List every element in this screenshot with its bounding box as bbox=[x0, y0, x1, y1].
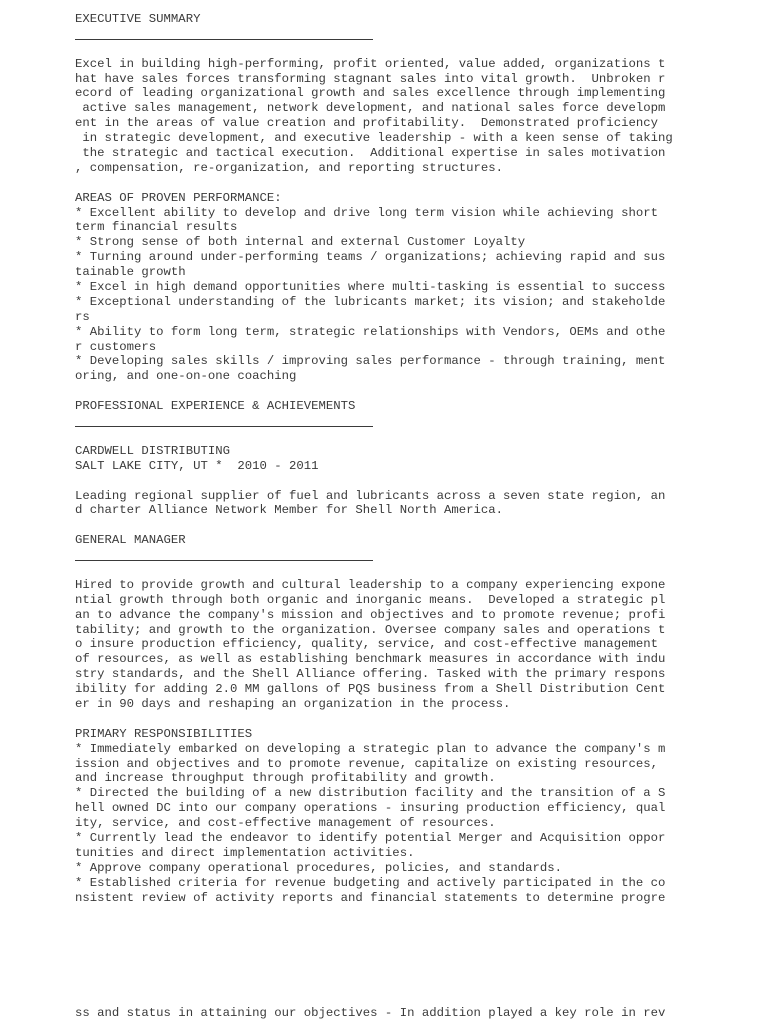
document-line: oring, and one-on-one coaching bbox=[75, 369, 297, 384]
document-line: in strategic development, and executive leadership - with a keen sense of taking bbox=[75, 131, 673, 146]
document-line: Hired to provide growth and cultural leadership to a company experiencing expone bbox=[75, 577, 666, 592]
section-divider bbox=[75, 548, 695, 563]
blank-line bbox=[75, 42, 695, 57]
document-line: EXECUTIVE SUMMARY bbox=[75, 12, 201, 26]
blank-line bbox=[75, 474, 695, 489]
document-line: ntial growth through both organic and inorganic means. Developed a strategic pl bbox=[75, 592, 666, 607]
document-line: rs bbox=[75, 309, 90, 324]
blank-line bbox=[75, 563, 695, 578]
blank-line bbox=[75, 384, 695, 399]
document-line: an to advance the company's mission and objectives and to promote revenue; profi bbox=[75, 607, 666, 622]
document-line: tunities and direct implementation activities. bbox=[75, 845, 415, 860]
document-line: the strategic and tactical execution. Additional expertise in sales motivation bbox=[75, 146, 666, 161]
document-line: active sales management, network development, and national sales force developm bbox=[75, 101, 666, 116]
document-line: * Exceptional understanding of the lubricants market; its vision; and stakeholde bbox=[75, 294, 666, 309]
document-line: * Currently lead the endeavor to identify potential Merger and Acquisition oppor bbox=[75, 830, 666, 845]
document-line: stry standards, and the Shell Alliance offering. Tasked with the primary respons bbox=[75, 667, 666, 682]
document-line: r customers bbox=[75, 339, 157, 354]
document-line: Leading regional supplier of fuel and lubricants across a seven state region, an bbox=[75, 488, 666, 503]
document-line: , compensation, re-organization, and reporting structures. bbox=[75, 160, 504, 175]
document-line: PRIMARY RESPONSIBILITIES bbox=[75, 726, 253, 741]
document-line: of resources, as well as establishing benchmark measures in accordance with indu bbox=[75, 652, 666, 667]
document-line: PROFESSIONAL EXPERIENCE & ACHIEVEMENTS bbox=[75, 399, 356, 414]
document-line: SALT LAKE CITY, UT * 2010 - 2011 bbox=[75, 458, 319, 473]
document-line: * Excel in high demand opportunities where multi-tasking is essential to success bbox=[75, 280, 666, 295]
page-continuation-line: ss and status in attaining our objectives - In addition played a key role in rev bbox=[75, 1006, 666, 1020]
document-line: ity, service, and cost-effective management of resources. bbox=[75, 816, 496, 831]
document-line: tability; and growth to the organization. Oversee company sales and operations t bbox=[75, 622, 666, 637]
document-line: er in 90 days and reshaping an organization in the process. bbox=[75, 696, 511, 711]
document-line: CARDWELL DISTRIBUTING bbox=[75, 443, 230, 458]
section-divider bbox=[75, 27, 695, 42]
document-line: * Approve company operational procedures, policies, and standards. bbox=[75, 860, 563, 875]
document-line: ibility for adding 2.0 MM gallons of PQS business from a Shell Distribution Cent bbox=[75, 682, 666, 697]
document-line: ecord of leading organizational growth and sales excellence through implementing bbox=[75, 86, 666, 101]
blank-line bbox=[75, 518, 695, 533]
document-line: * Strong sense of both internal and external Customer Loyalty bbox=[75, 235, 526, 250]
document-line: nsistent review of activity reports and financial statements to determine progre bbox=[75, 890, 666, 905]
document-line: GENERAL MANAGER bbox=[75, 533, 186, 548]
document-line: tainable growth bbox=[75, 265, 186, 280]
document-line: * Developing sales skills / improving sales performance - through training, ment bbox=[75, 354, 666, 369]
document-line: o insure production efficiency, quality, service, and cost-effective management bbox=[75, 637, 658, 652]
blank-line bbox=[75, 429, 695, 444]
document-line: * Directed the building of a new distribution facility and the transition of a S bbox=[75, 786, 666, 801]
document-line: ission and objectives and to promote revenue, capitalize on existing resources, bbox=[75, 756, 658, 771]
section-divider bbox=[75, 414, 695, 429]
document-line: * Immediately embarked on developing a strategic plan to advance the company's m bbox=[75, 741, 666, 756]
blank-line bbox=[75, 176, 695, 191]
document-body bbox=[75, 12, 695, 905]
blank-line bbox=[75, 712, 695, 727]
document-line: ent in the areas of value creation and profitability. Demonstrated proficiency bbox=[75, 116, 658, 131]
document-line: hat have sales forces transforming stagnant sales into vital growth. Unbroken r bbox=[75, 71, 666, 86]
document-line: * Turning around under-performing teams / organizations; achieving rapid and sus bbox=[75, 250, 666, 265]
document-line: term financial results bbox=[75, 220, 238, 235]
document-line: * Excellent ability to develop and drive long term vision while achieving short bbox=[75, 205, 658, 220]
document-line: AREAS OF PROVEN PERFORMANCE: bbox=[75, 190, 282, 205]
document-line: and increase throughput through profitability and growth. bbox=[75, 771, 496, 786]
document-line: Excel in building high-performing, profit oriented, value added, organizations t bbox=[75, 56, 666, 71]
document-line: * Ability to form long term, strategic relationships with Vendors, OEMs and othe bbox=[75, 324, 666, 339]
document-line: hell owned DC into our company operations - insuring production efficiency, qual bbox=[75, 801, 666, 816]
document-line: d charter Alliance Network Member for Shell North America. bbox=[75, 503, 504, 518]
document-line: * Established criteria for revenue budgeting and actively participated in the co bbox=[75, 875, 666, 890]
